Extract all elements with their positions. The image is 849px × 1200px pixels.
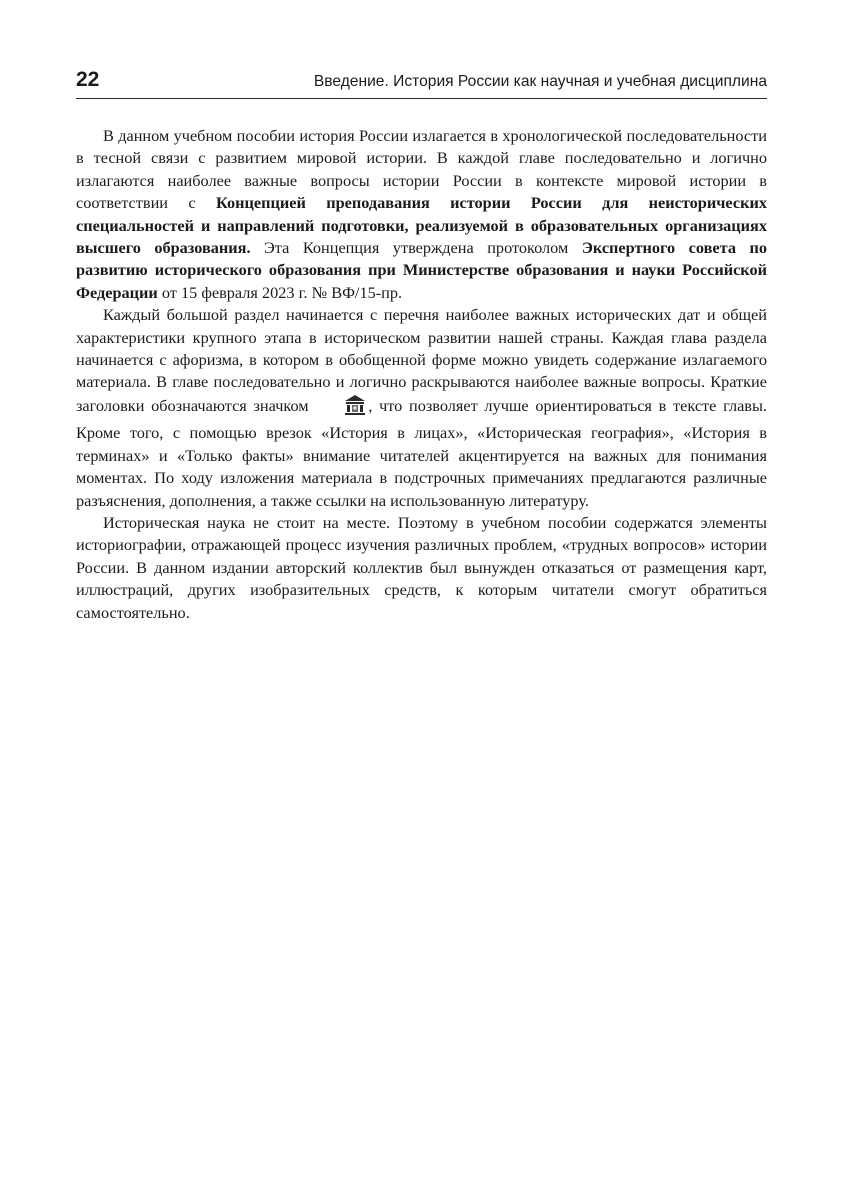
page-number: 22 bbox=[76, 68, 100, 91]
text-run: , что позволяет лучше ориентироваться в тексте главы. Кроме того, с помощью врезок «История в лицах», «Историческая география», «История в терминах» и «Только факты» внимание читателей акцентируется на важных для понимания моментах. По ходу изложения материала в подстрочных примечаниях предлагаются различные разъяснения, дополнения, а также ссылки на использованную литературу. bbox=[76, 395, 767, 510]
body-text bbox=[76, 125, 767, 624]
paragraph bbox=[76, 512, 767, 624]
bold-text: Экспертного совета по развитию исторического образования при Министерстве образования и науки Российской Федерации bbox=[76, 238, 767, 302]
text-run: от 15 февраля 2023 г. № ВФ/15-пр. bbox=[157, 282, 403, 302]
text-run: Каждый большой раздел начинается с перечня наиболее важных исторических дат и общей характеристики крупного этапа в историческом развитии нашей страны. Каждая глава раздела начинается с афоризма, в котором в обобщенной форме можно увидеть содержание излагаемого материала. В главе последовательно и логично раскрываются наиболее важные вопросы. Краткие заголовки обозначаются значком bbox=[76, 305, 767, 415]
text-run: Историческая наука не стоит на месте. Поэтому в учебном пособии содержатся элементы историографии, отражающей процесс изучения различных проблем, «трудных вопросов» истории России. В данном издании авторский коллектив был вынужден отказаться от размещения карт, иллюстраций, других изобразительных средств, к которым читатели смогут обратиться самостоятельно. bbox=[76, 512, 767, 622]
museum-icon bbox=[317, 394, 366, 422]
text-run: В данном учебном пособии история России излагается в хронологической последовательности в тесной связи с развитием мировой истории. В каждой главе последовательно и логично излагаются наиболее важные вопросы истории России в контексте мировой истории в соответствии с bbox=[76, 126, 767, 213]
running-title: Введение. История России как научная и учебная дисциплина bbox=[313, 73, 767, 90]
text-run: Эта Концепция утверждена протоколом bbox=[250, 238, 582, 258]
paragraph bbox=[76, 125, 767, 304]
paragraph bbox=[76, 304, 767, 512]
page-header bbox=[76, 66, 767, 99]
bold-text: Концепцией преподавания истории России для неисторических специальностей и направлений подготовки, реализуемой в образовательных организациях высшего образования. bbox=[76, 193, 767, 258]
